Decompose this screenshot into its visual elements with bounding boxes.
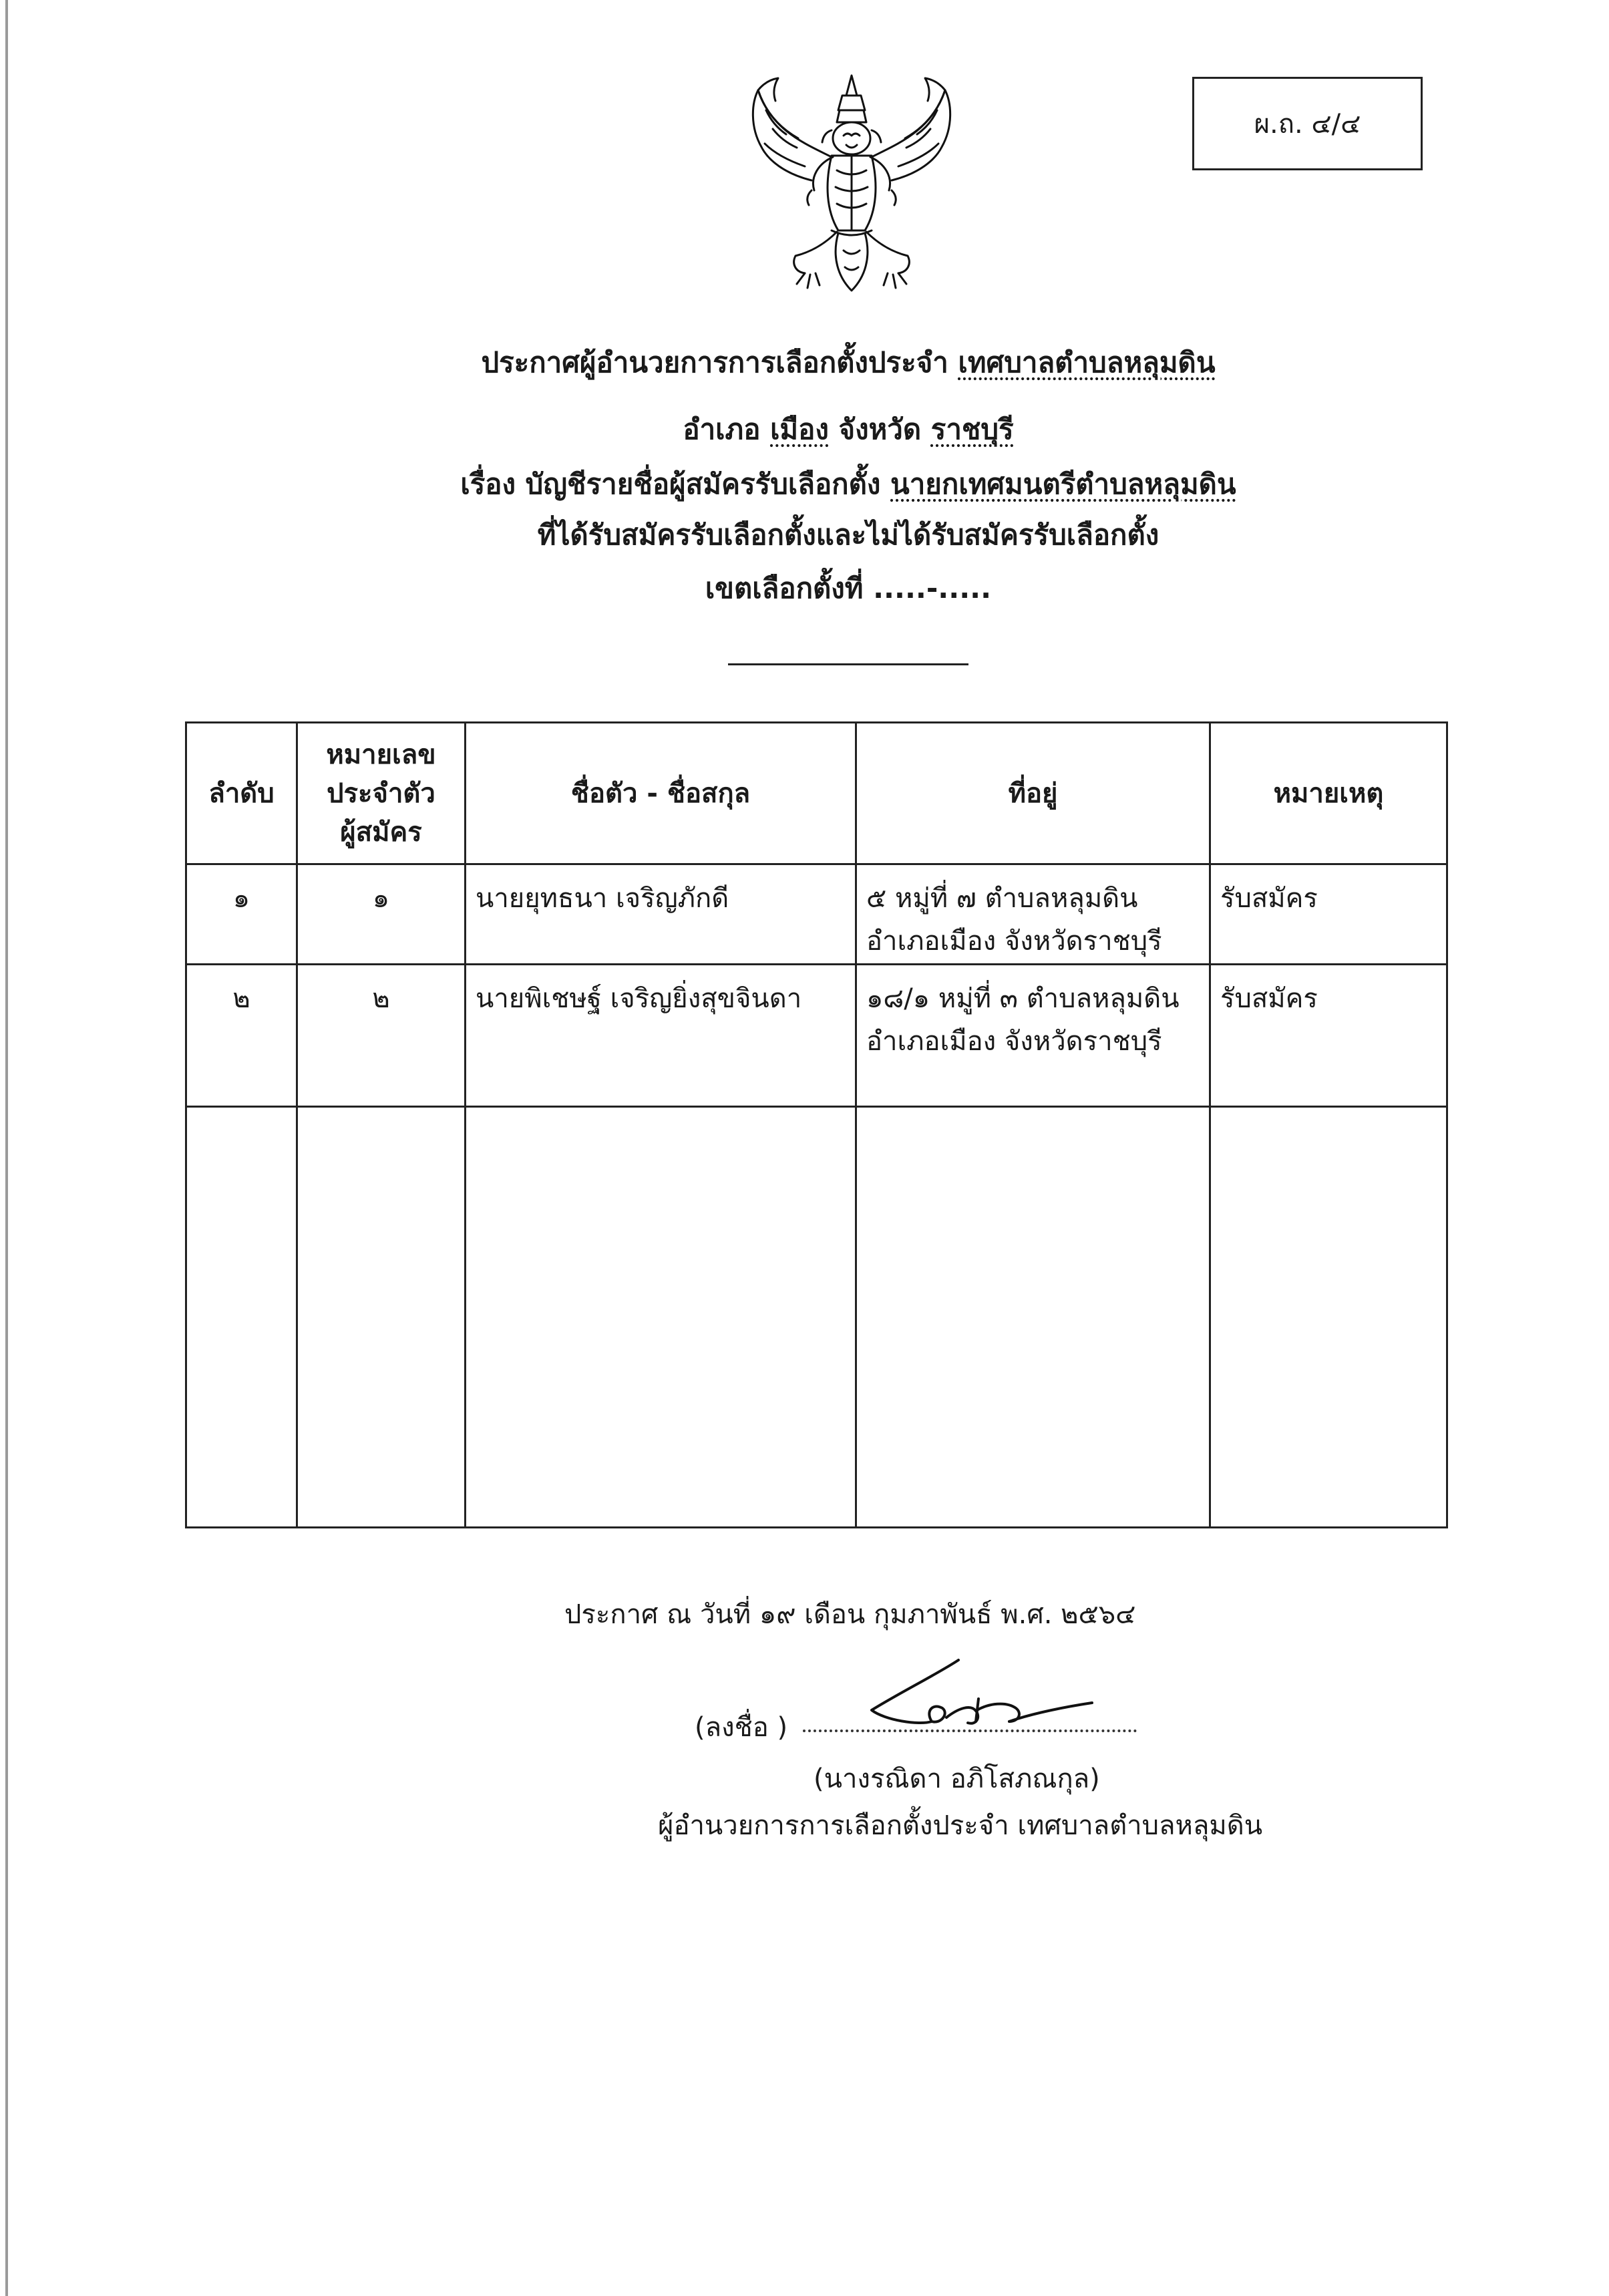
cell-remark: รับสมัคร xyxy=(1210,965,1447,1107)
cell-name: นายพิเชษฐ์ เจริญยิ่งสุขจินดา xyxy=(466,965,856,1107)
header-number-line-1: หมายเลข xyxy=(326,739,436,770)
organization-name: เทศบาลตำบลหลุมดิน xyxy=(958,346,1216,379)
heading-line-3 xyxy=(200,466,1496,503)
heading-line-2 xyxy=(200,411,1496,448)
province-value: ราชบุรี xyxy=(930,413,1014,446)
empty-cell xyxy=(297,1107,466,1528)
cell-order: ๑ xyxy=(186,864,297,965)
page-edge xyxy=(5,0,8,2296)
address-line-2: อำเภอเมือง จังหวัดราชบุรี xyxy=(866,1026,1162,1057)
header-address: ที่อยู่ xyxy=(856,723,1210,864)
table-row xyxy=(186,965,1447,1107)
header-name: ชื่อตัว - ชื่อสกุล xyxy=(466,723,856,864)
cell-name: นายยุทธนา เจริญภักดี xyxy=(466,864,856,965)
cell-address xyxy=(856,864,1210,965)
address-line-1: ๑๘/๑ หมู่ที่ ๓ ตำบลหลุมดิน xyxy=(866,983,1180,1014)
subject-prefix: เรื่อง บัญชีรายชื่อผู้สมัครรับเลือกตั้ง xyxy=(460,468,881,500)
cell-remark: รับสมัคร xyxy=(1210,864,1447,965)
heading-line-1 xyxy=(200,344,1496,381)
province-label: จังหวัด xyxy=(838,413,922,446)
form-code-box xyxy=(1192,77,1423,170)
district-value: เมือง xyxy=(770,413,829,446)
header-number-line-2: ประจำตัว xyxy=(327,778,435,809)
empty-cell xyxy=(856,1107,1210,1528)
signer-name: (นางรณิดา อภิโสภณกุล) xyxy=(814,1764,1100,1794)
heading-line-5: เขตเลือกตั้งที่ .....-..... xyxy=(705,572,992,605)
candidate-table xyxy=(185,721,1448,1528)
address-line-1: ๕ หมู่ที่ ๗ ตำบลหลุมดิน xyxy=(866,883,1138,914)
signature-dotted-line xyxy=(803,1730,1137,1732)
garuda-emblem xyxy=(731,63,972,307)
cell-candidate-number: ๑ xyxy=(297,864,466,965)
district-label: อำเภอ xyxy=(683,413,761,446)
header-remark: หมายเหตุ xyxy=(1210,723,1447,864)
signature-line xyxy=(695,1705,1137,1748)
heading-prefix: ประกาศผู้อำนวยการการเลือกตั้งประจำ xyxy=(481,346,948,379)
table-header-row xyxy=(186,723,1447,864)
cell-candidate-number: ๒ xyxy=(297,965,466,1107)
heading-line-4: ที่ได้รับสมัครรับเลือกตั้งและไม่ได้รับสมัครรับเลือกตั้ง xyxy=(537,518,1159,551)
empty-cell xyxy=(1210,1107,1447,1528)
header-number-line-3: ผู้สมัคร xyxy=(340,816,422,848)
announcement-date: ประกาศ ณ วันที่ ๑๙ เดือน กุมภาพันธ์ พ.ศ. ๒๕๖๔ xyxy=(564,1599,1136,1630)
signer-title: ผู้อำนวยการการเลือกตั้งประจำ เทศบาลตำบลหลุมดิน xyxy=(658,1810,1263,1841)
form-code: ผ.ถ. ๔/๔ xyxy=(1254,109,1361,140)
header-candidate-number xyxy=(297,723,466,864)
signature-label: (ลงชื่อ ) xyxy=(695,1712,788,1743)
address-line-2: อำเภอเมือง จังหวัดราชบุรี xyxy=(866,926,1162,957)
heading-divider xyxy=(728,663,968,665)
table-row xyxy=(186,864,1447,965)
empty-cell xyxy=(466,1107,856,1528)
position-name: นายกเทศมนตรีตำบลหลุมดิน xyxy=(890,468,1236,500)
cell-order: ๒ xyxy=(186,965,297,1107)
empty-cell xyxy=(186,1107,297,1528)
header-order: ลำดับ xyxy=(186,723,297,864)
table-row-empty xyxy=(186,1107,1447,1528)
cell-address xyxy=(856,965,1210,1107)
